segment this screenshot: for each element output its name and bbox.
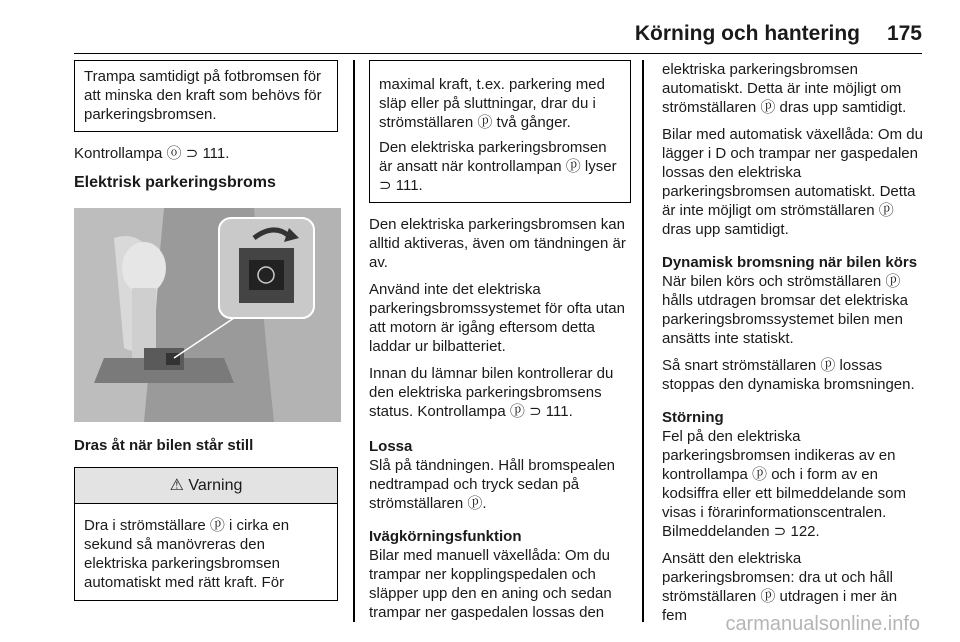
- warning-box: [74, 467, 338, 601]
- column-2: [369, 60, 631, 630]
- warning-title-bar: [75, 468, 337, 504]
- note-box: [74, 60, 338, 132]
- box-paragraph-2: Den elektriska parkeringsbromsen är ansatt när kontrollampan ⓟ lyser ⊃ 111.: [379, 139, 617, 194]
- continued-warning-box: [369, 60, 631, 203]
- warning-title: Varning: [188, 477, 243, 494]
- warning-text: Dra i strömställare ⓟ i cirka en sekund så manövreras den elektriska parkeringsbromsen automatiskt med rätt kraft. För: [84, 517, 290, 591]
- paragraph: elektriska parkeringsbromsen automatiskt. Detta är inte möjligt om strömställaren ⓟ dras upp samtidigt.: [662, 61, 907, 116]
- column-divider-1: [353, 60, 355, 622]
- paragraph: Bilar med manuell växellåda: Om du trampar ner kopplingspedalen och släpper upp den en aning och sedan trampar ner gaspedalen lossas den: [369, 547, 612, 621]
- paragraph: Använd inte det elektriska parkeringsbromssystemet för ofta utan att motorn är igång eftersom detta laddar ur bilbatteriet.: [369, 281, 625, 355]
- subheading-lossa: Lossa: [369, 438, 413, 455]
- column-divider-2: [642, 60, 644, 622]
- parking-brake-figure: [74, 208, 341, 422]
- column-1: [74, 60, 338, 601]
- watermark: carmanualsonline.info: [725, 613, 920, 635]
- figure-caption: Dras åt när bilen står still: [74, 437, 254, 454]
- subheading-vagkorning: Ivägkörningsfunktion: [369, 528, 522, 545]
- warning-triangle-icon: ⚠: [169, 477, 184, 494]
- paragraph: Bilar med automatisk växellåda: Om du lägger i D och trampar ner gaspedalen lossas den elektriska parkeringsbromsen automatiskt. Detta är inte möjligt om strömställaren ⓟ dras upp samtidigt.: [662, 126, 923, 238]
- paragraph: Den elektriska parkeringsbromsen kan alltid aktiveras, även om tändningen är av.: [369, 216, 626, 271]
- section-heading: Elektrisk parkeringsbroms: [74, 174, 276, 191]
- paragraph: Innan du lämnar bilen kontrollerar du den elektriska parkeringsbromsens status. Kontrollampa ⓟ ⊃ 111.: [369, 365, 614, 420]
- box-paragraph-1: maximal kraft, t.ex. parkering med släp eller på sluttningar, drar du i strömställaren ⓟ två gånger.: [379, 76, 605, 131]
- note-text: Trampa samtidigt på fotbromsen för att minska den kraft som behövs för parkeringsbromsen.: [84, 68, 322, 123]
- subheading-storning: Störning: [662, 409, 724, 426]
- page-header-title: Körning och hantering: [634, 22, 860, 45]
- paragraph: Så snart strömställaren ⓟ lossas stoppas den dynamiska bromsningen.: [662, 357, 915, 393]
- page-number: 175: [886, 22, 922, 45]
- header-rule: [74, 53, 922, 54]
- subheading-dynamisk: Dynamisk bromsning när bilen körs: [662, 254, 918, 271]
- paragraph: Ansätt den elektriska parkeringsbromsen: dra ut och håll strömställaren ⓟ utdragen i mer än fem: [662, 550, 898, 624]
- column-3: [662, 60, 924, 633]
- paragraph: När bilen körs och strömställaren ⓟ hålls utdragen bromsar det elektriska parkeringsbromssystemet bilen men ansätts inte statiskt.: [662, 273, 908, 347]
- paragraph: Slå på tändningen. Håll bromspealen nedtrampad och tryck sedan på strömställaren ⓟ.: [369, 457, 615, 512]
- paragraph: Fel på den elektriska parkeringsbromsen indikeras av en kontrollampa ⓟ och i form av en kodsiffra eller ett bilmeddelande som visas i förarinformationscentralen. Bilmeddelanden ⊃ 122.: [662, 428, 907, 540]
- kontrollampa-ref: Kontrollampa ⓞ ⊃ 111.: [74, 145, 230, 162]
